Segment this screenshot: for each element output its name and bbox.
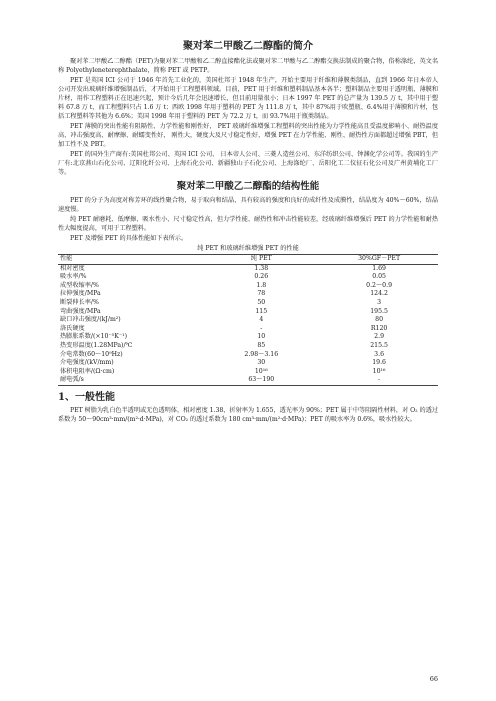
cell-gf-pet: -: [320, 376, 438, 385]
table-row: [58, 333, 438, 342]
cell-gf-pet: 2.9: [374, 333, 385, 341]
cell-property: 热变形温度(1.28MPa)/℃: [60, 341, 133, 349]
table-row: [58, 368, 438, 377]
cell-property: 弯曲强度/MPa: [60, 307, 101, 315]
structure-paragraph-1: PET 的分子为高度对称芳环的线性聚合物，易于取向和结晶，具有较高的强度和良好的成纤性及成膜性，结晶度为 40%～60%，结晶速度慢。: [58, 197, 438, 213]
cell-property: 热膨胀系数/(×10⁻⁵K⁻¹): [60, 333, 128, 341]
section-heading-structure: 聚对苯二甲酸乙二醇酯的结构性能: [176, 181, 320, 192]
table-body: [58, 264, 438, 385]
table-row: [58, 282, 438, 291]
cell-gf-pet: 215.5: [370, 341, 388, 349]
general-paragraph: PET 树脂为乳白色半透明或无色透明体，相对密度 1.38，折射率为 1.655，透光率为 90%；PET 属于中等阻隔性材料，对 O₂ 的透过系数为 50～90cm³·mm/(m²·d·MPa)，对 CO₂ 的透过系数为 180 cm³·mm/(m²·d·MPa)；PET 的吸水率为 0.6%，吸水性较大。: [58, 406, 438, 423]
cell-property: 拉伸强度/MPa: [60, 290, 101, 298]
cell-property: 缺口冲击强度/(kJ/m²): [60, 316, 121, 324]
cell-gf-pet: 1.69: [372, 264, 386, 272]
cell-pure-pet: 1.8: [256, 281, 267, 289]
cell-gf-pet: 0.2～0.9: [366, 281, 393, 289]
cell-gf-pet: 3: [377, 298, 382, 306]
table-row: [58, 359, 438, 368]
table-row: [58, 299, 438, 308]
cell-property: 耐电弧/s: [58, 376, 202, 385]
document-page: [58, 40, 438, 425]
cell-pure-pet: 4: [259, 316, 264, 324]
cell-property: 体积电阻率/(Ω·cm): [60, 367, 115, 375]
section-heading-general: 1、一般性能: [58, 391, 115, 403]
structure-paragraph-2: 纯 PET 耐磨耗、低摩擦、吸水性小、尺寸稳定性高，但力学性能、耐热性和冲击性能较差，经玻璃纤维增强后 PET 的力学性能和耐热性大幅度提高，可用于工程塑料。: [58, 216, 438, 232]
table-caption: 纯 PET 和玻璃纤维增强 PET 的性能: [197, 245, 299, 252]
cell-pure-pet: 85: [257, 341, 266, 349]
header-pure-pet: 纯 PET: [202, 255, 320, 265]
document-title: 聚对苯二甲酸乙二醇酯的简介: [183, 41, 313, 52]
intro-paragraph-2: PET 是英国 ICI 公司于 1946 年首先工业化的，美国杜邦于 1948 年生产，开始主要用于纤维和薄膜类制品，直到 1966 年日本帝人公司开发出玻璃纤维增强制品后，才开始用于工程塑料领域。目前，PET 用于纤维和塑料制品基本各半；塑料制品主要用于透明瓶、薄膜和片材，用作工程塑料正在迅速兴起，预计今后几年会迅速增长，但目前用量很小；日本 1997 年 PET 的总产量为 139.5 万 t，其中用于塑料 67.8 万 t，而工程塑料只占 1.6 万 t；西欧 1998 年用于塑料的 PET 为 111.8 万 t，其中 87%用于吹塑瓶、6.4%用于薄膜和片材，包括工程塑料等其他为 6.6%；美国 1998 年用于塑料的 PET 为 72.2 万 t，而 93.7%用于瓶类制品。: [58, 77, 438, 120]
cell-property: 介电常数(60～10⁹Hz): [60, 350, 123, 358]
cell-gf-pet: 0.05: [372, 273, 386, 281]
properties-table: [58, 254, 438, 386]
cell-gf-pet: 19.6: [372, 359, 386, 367]
cell-pure-pet: 10: [257, 333, 266, 341]
cell-gf-pet: 195.5: [370, 307, 388, 315]
cell-pure-pet: 50: [257, 298, 266, 306]
cell-pure-pet: 2.98～3.16: [244, 350, 279, 358]
table-header-row: [58, 255, 438, 265]
cell-property: 吸水率/%: [60, 273, 87, 281]
header-property: 性能: [58, 255, 202, 265]
cell-gf-pet: 124.2: [370, 290, 388, 298]
cell-pure-pet: 63～190: [202, 376, 320, 385]
cell-property: 介电强度/(kV/mm): [60, 359, 114, 367]
structure-paragraph-3: PET 及增强 PET 的具体性能如下表所示。: [70, 235, 187, 242]
table-row: [58, 264, 438, 273]
table-row: [58, 376, 438, 385]
intro-paragraph-4: PET 的国外生产商有:美国杜邦公司、英国 ICI 公司、 日本帝人公司、三菱人造丝公司、东洋纺织公司、钟渊化学公司等。我国的生产厂有:北京燕山石化公司、辽阳化纤公司、上海石化公司、新疆独山子石化公司、上海涤纶厂、岳阳化工二仪征石化公司及广州黄埔化工厂等。: [58, 151, 438, 176]
cell-gf-pet: 10¹⁶: [372, 367, 386, 375]
table-row: [58, 342, 438, 351]
table-row: [58, 290, 438, 299]
cell-pure-pet: 30: [257, 359, 266, 367]
intro-paragraph-3: PET 薄膜的突出性能有阻隔性、力学性能和刚性好， PET 玻璃纤维增强工程塑料的突出性能为力学性能高且受温度影响小、耐热温度高、冲击强度高、耐摩擦、耐蠕变性好， 刚性大，硬度大及尺寸稳定性好，增强 PET 在力学性能、刚性、耐热性方面都超过增强 PBT，但加工性不及 PBT。: [58, 123, 438, 148]
cell-property: 成型收缩率/%: [60, 281, 99, 289]
cell-pure-pet: -: [260, 324, 263, 332]
cell-pure-pet: 10¹⁶: [254, 367, 268, 375]
cell-property: 相对密度: [60, 264, 85, 272]
cell-property: 洛氏硬度: [60, 324, 85, 332]
cell-pure-pet: 0.26: [254, 273, 269, 281]
header-gf-pet: 30%GF－PET: [320, 255, 438, 265]
cell-property: 断裂伸长率/%: [60, 298, 99, 306]
cell-pure-pet: 115: [255, 307, 268, 315]
table-row: [58, 351, 438, 360]
table-row: [58, 316, 438, 325]
cell-gf-pet: 80: [375, 316, 384, 324]
cell-pure-pet: 78: [257, 290, 266, 298]
cell-pure-pet: 1.38: [254, 264, 269, 272]
cell-gf-pet: R120: [370, 324, 388, 332]
table-row: [58, 273, 438, 282]
table-row: [58, 308, 438, 317]
cell-gf-pet: 3.6: [374, 350, 385, 358]
intro-paragraph-1: 聚对苯二甲酸乙二醇酯（PET)为聚对苯二甲酸和乙二醇直接酯化法或聚对苯二甲酸与乙二醇酯交换法制成的聚合物，俗称涤纶，英文名称 Polyethyleneterephthalate，简称 PET 或 PETP。: [58, 58, 438, 74]
page-number: 66: [429, 675, 438, 683]
